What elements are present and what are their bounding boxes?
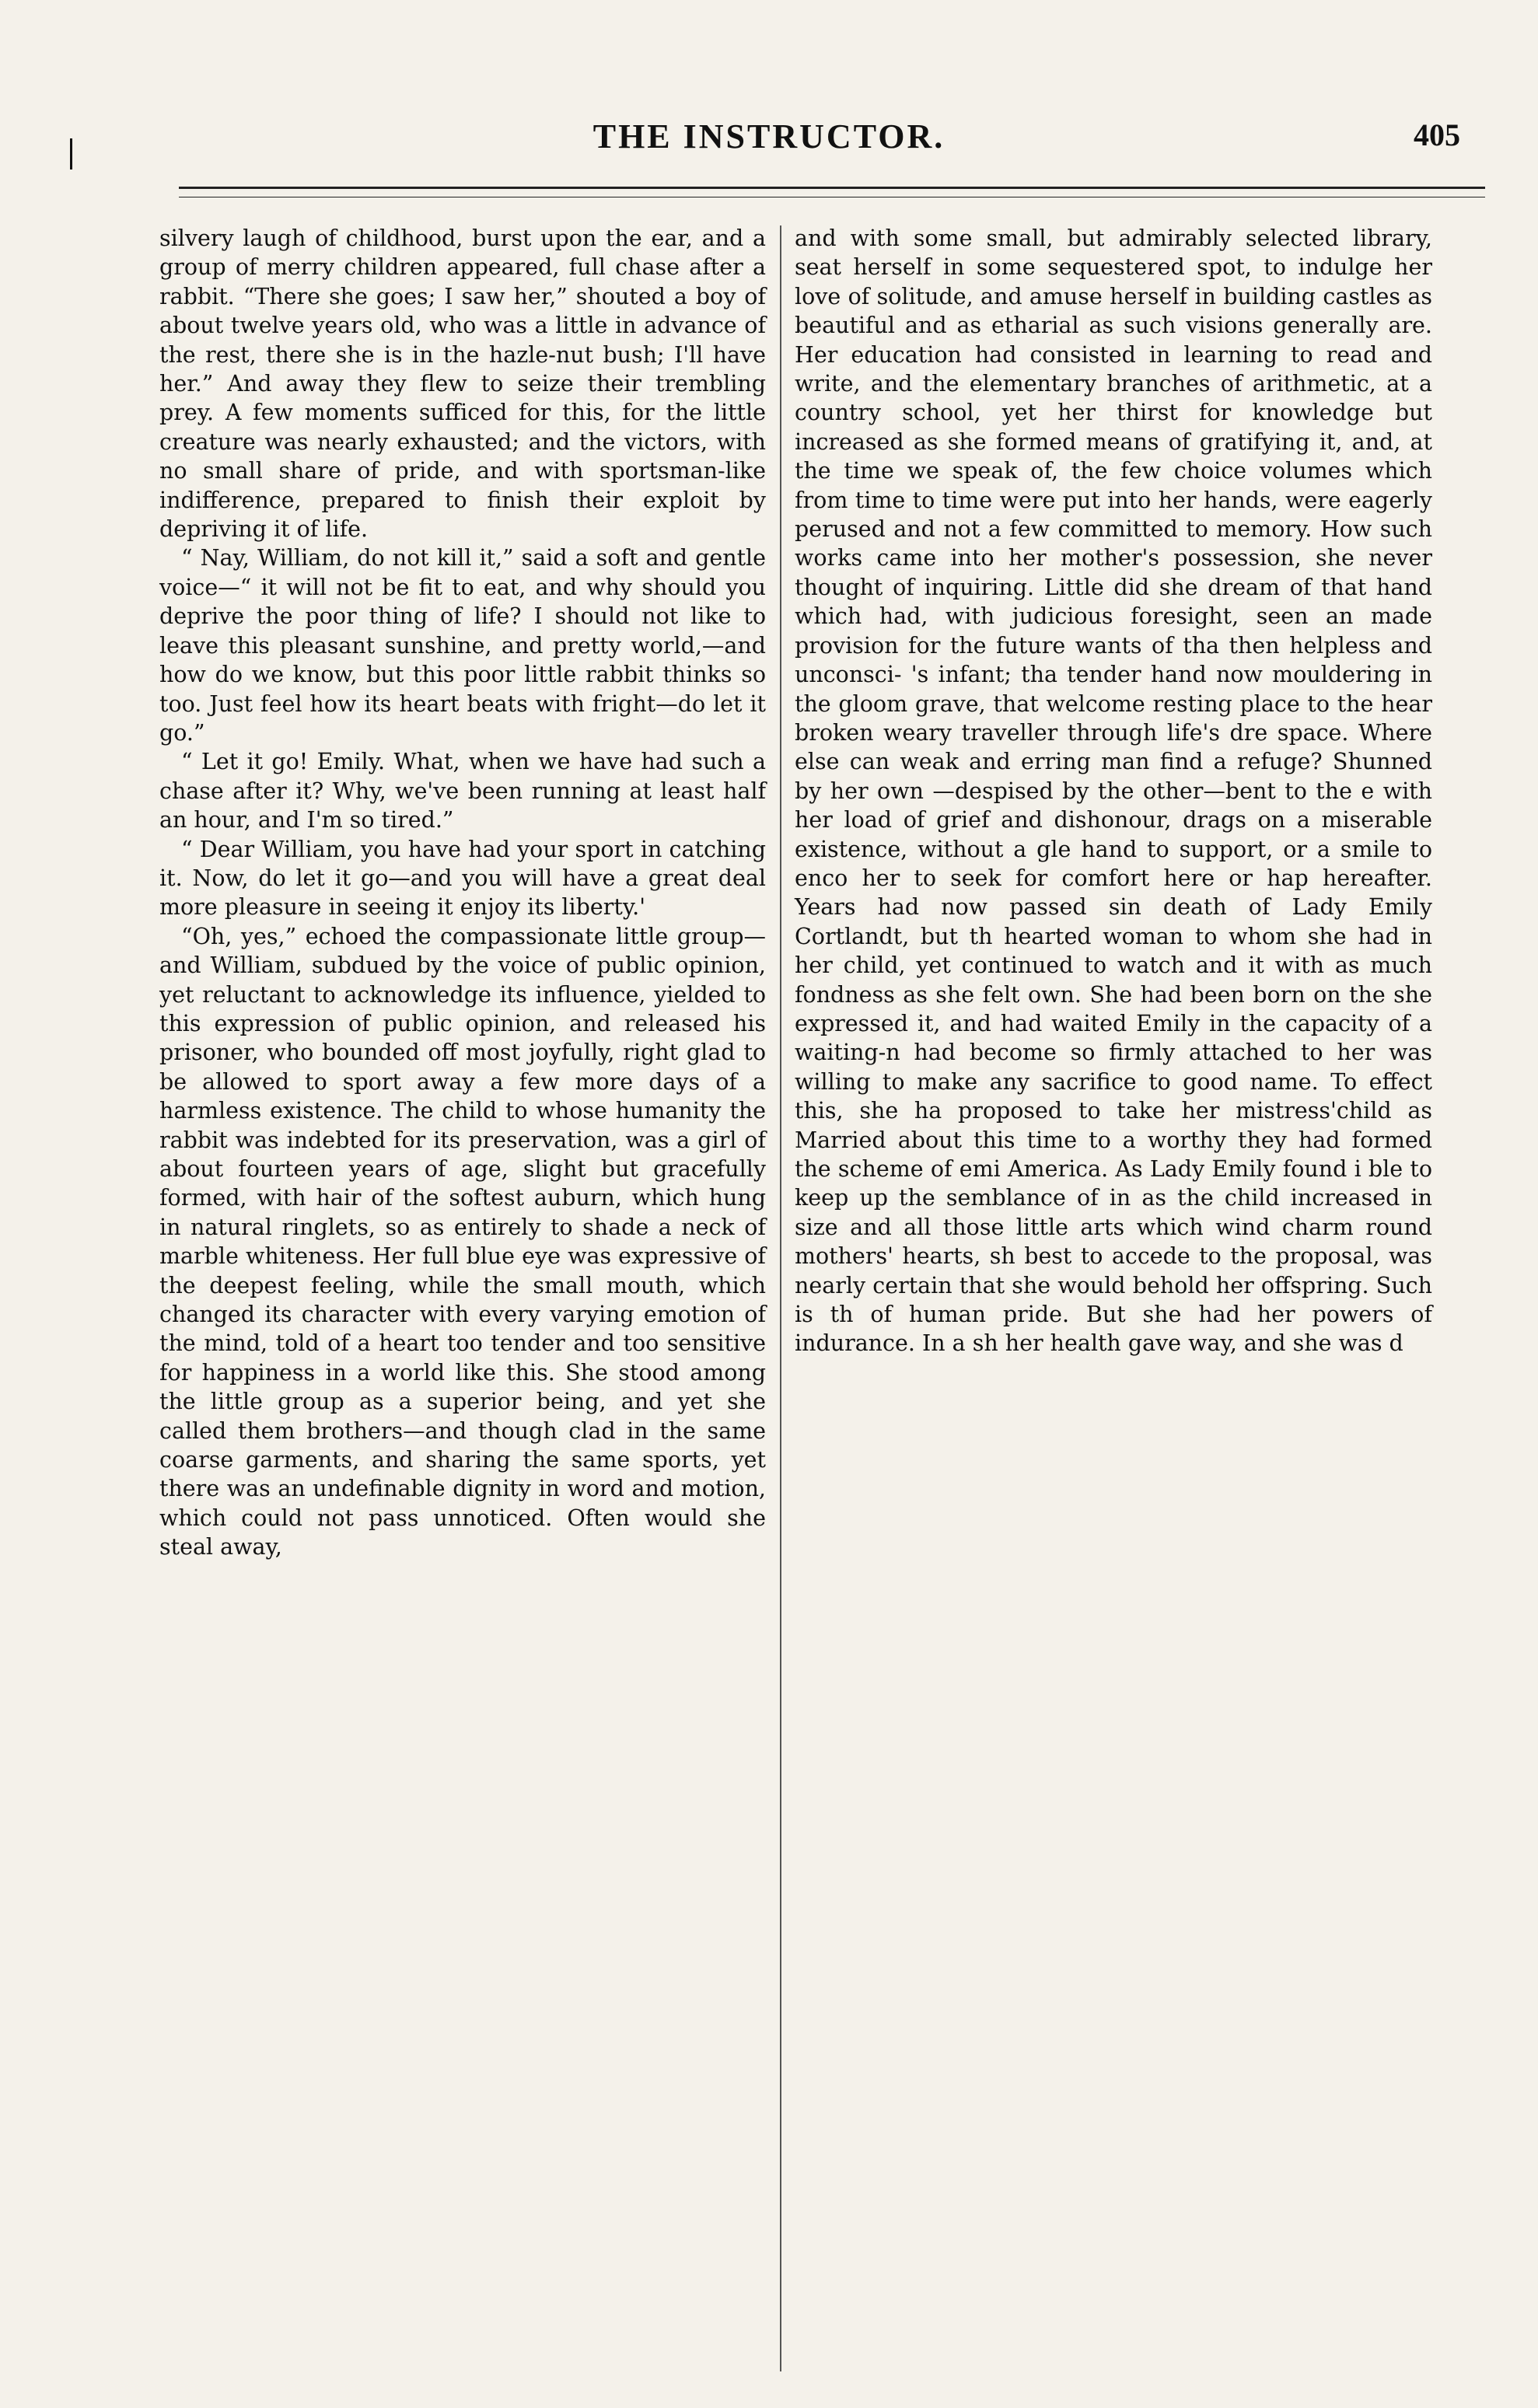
- running-header: [0, 117, 1538, 171]
- journal-title: THE INSTRUCTOR.: [592, 117, 946, 156]
- right-column: [795, 224, 1432, 1358]
- page-number: 405: [1414, 117, 1460, 152]
- header-rule: [179, 187, 1485, 197]
- paragraph: “ Nay, William, do not kill it,” said a soft and gentle voice—“ it will not be fit to eat, and why should you deprive the poor thing of life? I should not like to leave this pleasant sunshine, and pretty world,—and how do we know, but this poor little rabbit thinks so too. Just feel how its heart beats with fright—do let it go.”: [159, 545, 766, 746]
- column-divider: [780, 225, 781, 2371]
- paragraph: and with some small, but admirably selected library, seat herself in some sequestered spot, to indulge her love of solitude, and amuse herself in building castles as beautiful and as etharial as such visions generally are. Her education had consisted in learning to read and write, and the elementary branches of arithmetic, at a country school, yet her thirst for knowledge but increased as she formed means of gratifying it, and, at the time we speak of, the few choice volumes which from time to time were put into her hands, were eagerly perused and not a few committed to memory. How such works came into her mother's possession, she never thought of inquiring. Little did she dream of that hand which had, with judicious foresight, seen an made provision for the future wants of tha then helpless and unconsci- 's infant; tha tender hand now mouldering in the gloom grave, that welcome resting place to the hear broken weary traveller through life's dre space. Where else can weak and erring man find a refuge? Shunned by her own —despised by the other—bent to the e with her load of grief and dishonour, drags on a miserable existence, without a gle hand to support, or a smile to enco her to seek for comfort here or hap hereafter. Years had now passed sin death of Lady Emily Cortlandt, but th hearted woman to whom she had in her child, yet continued to watch and it with as much fondness as she felt own. She had been born on the she expressed it, and had waited Emily in the capacity of a waiting-n had become so firmly attached to her was willing to make any sacrifice to good name. To effect this, she ha proposed to take her mistress'child as Married about this time to a worthy they had formed the scheme of emi America. As Lady Emily found i ble to keep up the semblance of in as the child increased in size and all those little arts which wind charm round mothers' hearts, sh best to accede to the proposal, was nearly certain that she would behold her offspring. Such is th of human pride. But she had her powers of indurance. In a sh her health gave way, and she was d: [795, 225, 1432, 1357]
- paragraph: “Oh, yes,” echoed the compassionate little group—and William, subdued by the voice of public opinion, yet reluctant to acknowledge its influence, yielded to this expression of public opinion, and released his prisoner, who bounded off most joyfully, right glad to be allowed to sport away a few more days of a harmless existence. The child to whose humanity the rabbit was indebted for its preservation, was a girl of about fourteen years of age, slight but gracefully formed, with hair of the softest auburn, which hung in natural ringlets, so as entirely to shade a neck of marble whiteness. Her full blue eye was expressive of the deepest feeling, while the small mouth, which changed its character with every varying emotion of the mind, told of a heart too tender and too sensitive for happiness in a world like this. She stood among the little group as a superior being, and yet she called them brothers—and though clad in the same coarse garments, and sharing the same sports, yet there was an undefinable dignity in word and motion, which could not pass unnoticed. Often would she steal away,: [159, 923, 766, 1560]
- paragraph: “ Let it go! Emily. What, when we have had such a chase after it? Why, we've been running at least half an hour, and I'm so tired.”: [159, 749, 766, 834]
- paragraph: “ Dear William, you have had your sport in catching it. Now, do let it go—and you will have a great deal more pleasure in seeing it enjoy its liberty.': [159, 836, 766, 921]
- left-column: [159, 224, 766, 1562]
- paragraph: silvery laugh of childhood, burst upon the ear, and a group of merry children appeared, full chase after a rabbit. “There she goes; I saw her,” shouted a boy of about twelve years old, who was a little in advance of the rest, there she is in the hazle-nut bush; I'll have her.” And away they flew to seize their trembling prey. A few moments sufficed for this, for the little creature was nearly exhausted; and the victors, with no small share of pride, and with sportsman-like indifference, prepared to finish their exploit by depriving it of life.: [159, 225, 766, 543]
